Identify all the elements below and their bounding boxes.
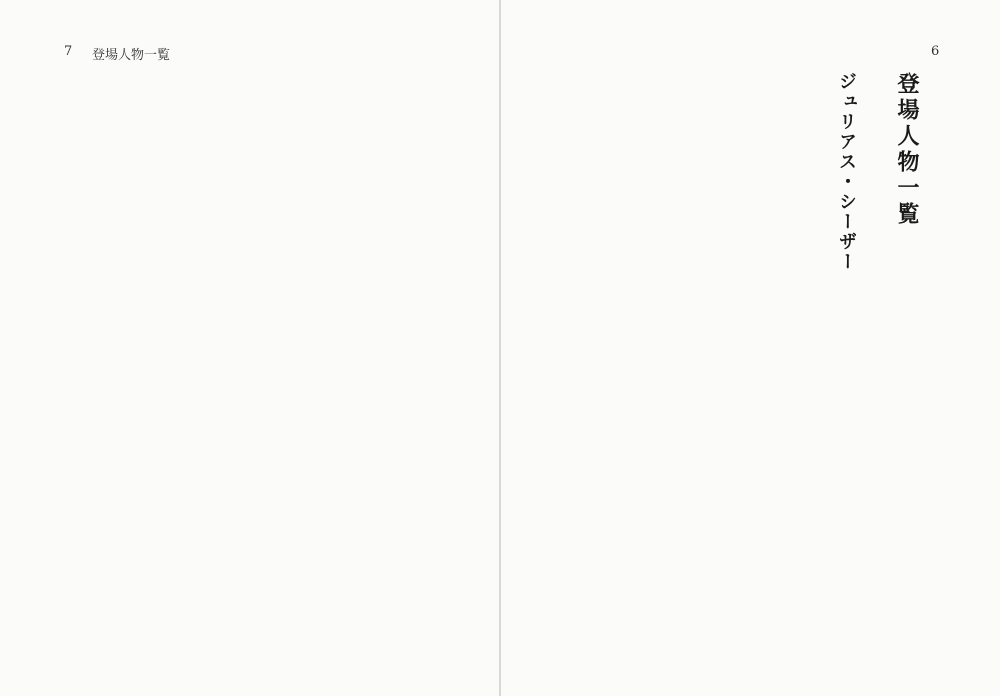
chapter-title: 登場人物一覧 (894, 72, 919, 228)
page-number: 6 (931, 44, 940, 59)
right-page (501, 0, 1000, 696)
left-page (0, 0, 499, 696)
running-head: 登場人物一覧 (92, 48, 171, 63)
entry-heading: ジュリアス・シーザー (836, 72, 857, 272)
page-number: 7 (64, 44, 73, 59)
